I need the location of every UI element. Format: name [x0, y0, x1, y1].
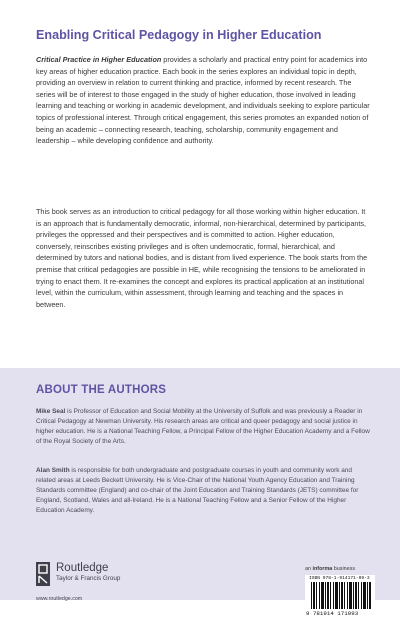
publisher-group: Taylor & Francis Group	[56, 575, 121, 582]
barcode	[305, 575, 375, 619]
publisher-url: www.routledge.com	[36, 596, 83, 602]
author-name: Mike Seal	[36, 408, 66, 415]
author-bio-mike-seal	[36, 407, 372, 447]
author-name: Alan Smith	[36, 467, 70, 474]
isbn-label: ISBN 978-1-914171-09-3	[309, 576, 370, 581]
about-authors-heading: ABOUT THE AUTHORS	[36, 384, 167, 396]
book-description-paragraph: This book serves as an introduction to critical pedagogy for all those working within higher education. It is an approach that is fundamentally democratic, informal, non-hierarchical, determined by participants, privileges the oppressed and their perspectives and is committed to action. Higher education, conversely, reinscribes existing privileges and is often undemocratic, formal, hierarchical, and determined by tutors and national bodies, and is distant from lived experience. The book starts from the premise that critical pedagogies are possible in HE, while recognising the tensions to be ameliorated in trying to enact them. It re-examines the concept and explores its practical application at an institutional level, within the curriculum, within assessment, through learning and teaching and the spaces in between.	[36, 207, 368, 309]
author-bio-text: is responsible for both undergraduate and postgraduate courses in youth and community work and related areas at Leeds Beckett University. He is Vice-Chair of the National Youth Agency Education and Training Standards committee (England) and co-chair of the Joint Education and Training Standards (JETS) committee for England, Scotland, Wales and all-Ireland. He is a National Teaching Fellow and a Senior Fellow of the Higher Education Academy.	[36, 467, 359, 514]
informa-business-label: an informa business	[305, 566, 356, 572]
publisher-name: Routledge	[56, 562, 109, 574]
author-bio-alan-smith	[36, 466, 372, 516]
about-authors-panel	[0, 368, 400, 617]
routledge-logo-icon	[36, 562, 50, 586]
series-description-text: provides a scholarly and practical entry point for academics into key areas of higher education practice. Each book in the series explores an individual topic in depth, providing an overview in relation to current thinking and practice, informed by recent research. The series will be of interest to those engaged in the study of higher education, those involved in leading learning and teaching or working in academic development, and individuals seeking to explore particular topics of professional interest. Through critical engagement, this series promotes an expanded notion of being an academic – connecting research, teaching, scholarship, community engagement and leadership – while developing confidence and authority.	[36, 55, 370, 146]
barcode-icon	[311, 582, 371, 609]
series-description-paragraph	[36, 54, 372, 147]
barcode-number: 9 781914 171093	[306, 610, 359, 617]
author-bio-text: is Professor of Education and Social Mobility at the University of Suffolk and was previously a Reader in Critical Pedagogy at Newman University. His research areas are critical and queer pedagogy and social justice in higher education. He is a National Teaching Fellow, a Principal Fellow of the Higher Education Academy and a Fellow of the Royal Society of the Arts.	[36, 408, 370, 445]
page-title: Enabling Critical Pedagogy in Higher Education	[36, 28, 322, 42]
series-title: Critical Practice in Higher Education	[36, 55, 162, 64]
